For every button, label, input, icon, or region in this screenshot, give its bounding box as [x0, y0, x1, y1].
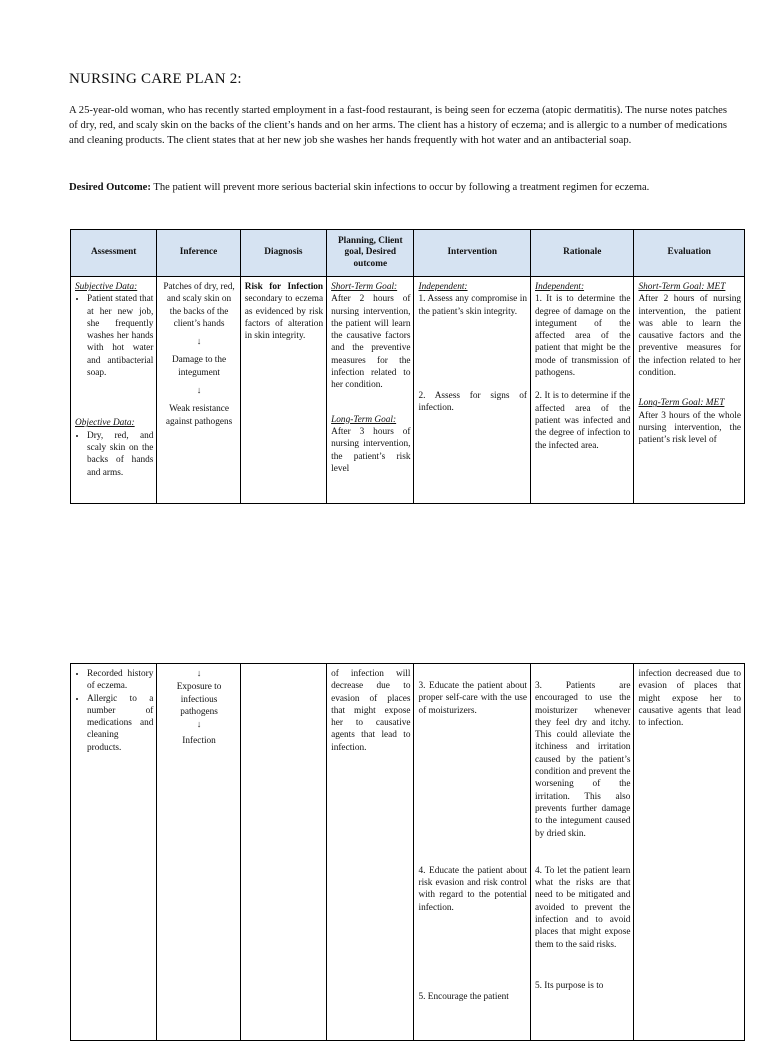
- rationale-item: 2. It is to determine if the affected area of the patient was infected and the degree of infection to the infected area.: [535, 391, 631, 451]
- intervention-item: 3. Educate the patient about proper self-care with the use of moisturizers.: [418, 681, 527, 716]
- objective-data-label: Objective Data:: [75, 418, 135, 429]
- header-planning: Planning, Client goal, Desired outcome: [327, 230, 414, 277]
- care-plan-table-page-1: [70, 229, 745, 504]
- evaluation-long-term-label: Long-Term Goal: MET: [638, 398, 725, 409]
- desired-outcome-text: The patient will prevent more serious bacterial skin infections to occur by following a treatment regimen for eczema.: [150, 182, 650, 193]
- diagnosis-text: secondary to eczema as evidenced by risk factors of alteration in skin integrity.: [244, 294, 324, 342]
- assessment-item: • Allergic to a number of medications and cleaning products.: [87, 693, 153, 754]
- case-description: A 25-year-old woman, who has recently started employment in a fast-food restaurant, is being seen for eczema (atopic dermatitis). The nurse notes patches of dry, red, and scaly skin on the backs of the client’s hands and on her arms. The client has a history of eczema; and is allergic to a number of medications and cleaning products. The client states that at her new job she washes her hands frequently with hot water and an antibacterial soap.: [69, 105, 727, 146]
- objective-item: • Dry, red, and scaly skin on the backs of hands and arms.: [87, 430, 153, 479]
- inference-text: Patches of dry, red, and scaly skin on the backs of the client’s hands: [163, 282, 235, 329]
- inference-cell: [157, 664, 240, 1041]
- subjective-item: • Patient stated that at her new job, she frequently washes her hands with hot water and antibacterial soap.: [87, 293, 153, 379]
- short-term-goal-label: Short-Term Goal:: [331, 282, 398, 292]
- table-row: [71, 664, 745, 1041]
- header-assessment: Assessment: [71, 230, 157, 277]
- assessment-cell: [71, 277, 157, 504]
- inference-text: Infection: [182, 736, 216, 747]
- planning-cell: [327, 664, 414, 1041]
- document-title: NURSING CARE PLAN 2:: [69, 71, 242, 87]
- intervention-item: 1. Assess any compromise in the patient’s skin integrity.: [418, 294, 527, 317]
- diagnosis-label: Risk for Infection: [244, 282, 324, 292]
- rationale-item: 4. To let the patient learn what the risks are that need to be mitigated and avoided to prevent the infection and to avoid places that might expose them to the said risks.: [535, 865, 631, 950]
- long-term-goal-text-continued: of infection will decrease due to evasion of places that might expose her to causative agents that lead to infection.: [331, 669, 411, 753]
- evaluation-short-term-label: Short-Term Goal: MET: [638, 282, 726, 292]
- evaluation-long-term-text-continued: infection decreased due to evasion of places that might expose her to causative agents that lead to infection.: [638, 669, 741, 729]
- care-plan-table-page-2: [70, 663, 745, 1041]
- diagnosis-cell: [240, 664, 326, 1041]
- intervention-item: 5. Encourage the patient: [418, 992, 509, 1003]
- down-arrow-icon: ↓: [196, 337, 202, 348]
- desired-outcome-label: Desired Outcome:: [69, 182, 151, 193]
- rationale-independent-label: Independent:: [535, 282, 585, 292]
- assessment-cell: [71, 664, 157, 1041]
- intervention-cell: [414, 277, 531, 504]
- inference-text: Damage to the integument: [171, 355, 227, 378]
- evaluation-long-term-text: After 3 hours of the whole nursing intervention, the patient’s risk level of: [638, 410, 741, 446]
- intervention-independent-label: Independent:: [418, 282, 468, 292]
- desired-outcome: [69, 180, 727, 195]
- planning-cell: [327, 277, 414, 504]
- rationale-item: 5. Its purpose is to: [535, 980, 604, 991]
- header-rationale: Rationale: [531, 230, 634, 277]
- subjective-data-label: Subjective Data:: [75, 282, 138, 292]
- down-arrow-icon: ↓: [196, 720, 202, 731]
- down-arrow-icon: ↓: [196, 669, 202, 679]
- diagnosis-cell: [240, 277, 326, 504]
- evaluation-short-term-text: After 2 hours of nursing intervention, the patient was able to learn the causative factors and the preventive measures for the infection related to her condition.: [638, 294, 741, 379]
- inference-text: Weak resistance against pathogens: [165, 404, 233, 427]
- down-arrow-icon: ↓: [196, 386, 202, 397]
- rationale-item: 3. Patients are encouraged to use the moisturizer whenever they feel dry and itchy. This could alleviate the itchiness and irritation caused by the patient’s condition and prevent the worsening of the irritation. This also prevents further damage to the integument caused by dried skin.: [535, 681, 631, 839]
- long-term-goal-label: Long-Term Goal:: [331, 414, 397, 425]
- intervention-item: 2. Assess for signs of infection.: [418, 390, 527, 414]
- long-term-goal-text: After 3 hours of nursing intervention, the patient’s risk level: [331, 426, 411, 474]
- intervention-item: 4. Educate the patient about risk evasion and risk control with regard to the potential infection.: [418, 865, 527, 913]
- header-inference: Inference: [157, 230, 240, 277]
- rationale-cell: [531, 277, 634, 504]
- header-diagnosis: Diagnosis: [240, 230, 326, 277]
- header-evaluation: Evaluation: [634, 230, 745, 277]
- assessment-item: • Recorded history of eczema.: [87, 668, 153, 693]
- evaluation-cell: [634, 277, 745, 504]
- inference-text: Exposure to infectious pathogens: [176, 682, 222, 717]
- header-intervention: Intervention: [414, 230, 531, 277]
- rationale-item: 1. It is to determine the degree of damage on the integument of the affected area of the patient that might be the mode of transmission of pathogens.: [535, 294, 631, 379]
- intervention-cell: [414, 664, 531, 1041]
- inference-cell: [157, 277, 240, 504]
- table-row: [71, 277, 745, 504]
- evaluation-cell: [634, 664, 745, 1041]
- short-term-goal-text: After 2 hours of nursing intervention, the patient will learn the causative factors and the preventive measures for the infection related to her condition.: [331, 294, 411, 391]
- rationale-cell: [531, 664, 634, 1041]
- table-header-row: [71, 230, 745, 277]
